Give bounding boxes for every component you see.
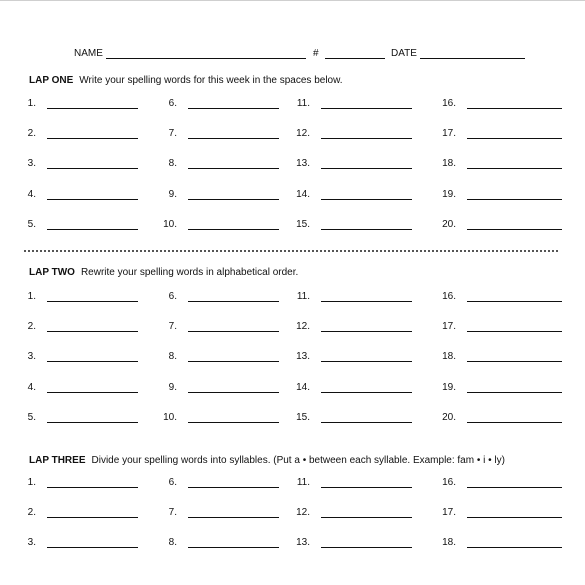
word-blank-line[interactable] [467, 422, 562, 423]
entry-number: 14. [296, 188, 310, 200]
word-blank-line[interactable] [467, 229, 562, 230]
word-blank-line[interactable] [321, 229, 412, 230]
entry-number: 15. [296, 411, 310, 423]
word-blank-line[interactable] [188, 168, 279, 169]
entry-number: 5. [27, 411, 36, 423]
word-blank-line[interactable] [321, 108, 412, 109]
word-blank-line[interactable] [188, 547, 279, 548]
entry-number: 1. [27, 98, 36, 109]
word-blank-line[interactable] [188, 301, 279, 302]
word-blank-line[interactable] [47, 392, 138, 393]
entry-number: 2. [27, 507, 36, 519]
entry-number: 2. [27, 321, 36, 333]
entry-number: 1. [27, 291, 36, 302]
entry-number: 4. [27, 381, 36, 393]
word-blank-line[interactable] [47, 229, 138, 230]
entry-number: 16. [442, 291, 456, 302]
top-border [0, 0, 585, 1]
word-blank-line[interactable] [321, 301, 412, 302]
entry-number: 15. [296, 218, 310, 230]
word-blank-line[interactable] [47, 199, 138, 200]
entry-number: 8. [168, 351, 177, 363]
entry-number: 8. [168, 158, 177, 170]
entry-number: 12. [296, 128, 310, 140]
word-blank-line[interactable] [467, 547, 562, 548]
lap-two-instruction: Rewrite your spelling words in alphabetical order. [80, 267, 299, 278]
entry-number: 6. [168, 98, 177, 109]
word-blank-line[interactable] [467, 392, 562, 393]
entry-number: 10. [163, 218, 177, 230]
entry-number: 17. [442, 321, 456, 333]
entry-number: 5. [27, 218, 36, 230]
lap-one-label: LAP ONE [29, 75, 74, 86]
lap-one-instruction: Write your spelling words for this week in the spaces below. [79, 75, 343, 86]
entry-number: 7. [168, 128, 177, 140]
entry-number: 9. [168, 381, 177, 393]
lap-three-label: LAP THREE [29, 455, 86, 466]
entry-number: 17. [442, 128, 456, 140]
word-blank-line[interactable] [188, 517, 279, 518]
word-blank-line[interactable] [321, 331, 412, 332]
lap-two-title [29, 267, 298, 278]
word-blank-line[interactable] [467, 168, 562, 169]
entry-number: 7. [168, 321, 177, 333]
word-blank-line[interactable] [321, 422, 412, 423]
word-blank-line[interactable] [188, 361, 279, 362]
word-blank-line[interactable] [467, 301, 562, 302]
entry-number: 4. [27, 188, 36, 200]
entry-number: 12. [296, 507, 310, 519]
lap-one-title [29, 75, 343, 86]
word-blank-line[interactable] [47, 517, 138, 518]
entry-number: 14. [296, 381, 310, 393]
word-blank-line[interactable] [467, 199, 562, 200]
entry-number: 13. [296, 537, 310, 549]
entry-number: 7. [168, 507, 177, 519]
word-blank-line[interactable] [467, 361, 562, 362]
word-blank-line[interactable] [47, 301, 138, 302]
word-blank-line[interactable] [47, 168, 138, 169]
word-blank-line[interactable] [188, 138, 279, 139]
word-blank-line[interactable] [188, 331, 279, 332]
entry-number: 9. [168, 188, 177, 200]
entry-number: 18. [442, 351, 456, 363]
entry-number: 16. [442, 477, 456, 488]
word-blank-line[interactable] [47, 422, 138, 423]
word-blank-line[interactable] [467, 108, 562, 109]
word-blank-line[interactable] [47, 138, 138, 139]
word-blank-line[interactable] [321, 547, 412, 548]
date-field[interactable] [420, 58, 525, 59]
entry-number: 20. [442, 411, 456, 423]
entry-number: 3. [27, 351, 36, 363]
word-blank-line[interactable] [321, 138, 412, 139]
word-blank-line[interactable] [467, 487, 562, 488]
name-label: NAME [74, 48, 103, 59]
word-blank-line[interactable] [188, 487, 279, 488]
entry-number: 11. [296, 291, 310, 302]
entry-number: 1. [27, 477, 36, 488]
entry-number: 11. [296, 477, 310, 488]
word-blank-line[interactable] [47, 487, 138, 488]
lap-three-title [29, 455, 505, 466]
word-blank-line[interactable] [467, 517, 562, 518]
entry-number: 20. [442, 218, 456, 230]
entry-number: 13. [296, 351, 310, 363]
entry-number: 3. [27, 158, 36, 170]
entry-number: 3. [27, 537, 36, 549]
date-label: DATE [391, 48, 417, 59]
entry-number: 18. [442, 537, 456, 549]
lap-three-instruction: Divide your spelling words into syllables. (Put a • between each syllable. Example: fam • i • ly) [91, 455, 505, 466]
entry-number: 19. [442, 188, 456, 200]
word-blank-line[interactable] [321, 168, 412, 169]
word-blank-line[interactable] [47, 331, 138, 332]
entry-number: 8. [168, 537, 177, 549]
word-blank-line[interactable] [188, 392, 279, 393]
entry-number: 11. [296, 98, 310, 109]
word-blank-line[interactable] [47, 547, 138, 548]
word-blank-line[interactable] [188, 108, 279, 109]
word-blank-line[interactable] [467, 138, 562, 139]
word-blank-line[interactable] [321, 487, 412, 488]
word-blank-line[interactable] [47, 108, 138, 109]
section-divider [24, 250, 558, 252]
word-blank-line[interactable] [321, 392, 412, 393]
name-field[interactable] [106, 58, 306, 59]
word-blank-line[interactable] [321, 517, 412, 518]
word-blank-line[interactable] [188, 422, 279, 423]
entry-number: 19. [442, 381, 456, 393]
entry-number: 10. [163, 411, 177, 423]
worksheet-header [0, 46, 585, 62]
word-blank-line[interactable] [321, 199, 412, 200]
entry-number: 6. [168, 291, 177, 302]
entry-number: 6. [168, 477, 177, 488]
lap-two-label: LAP TWO [29, 267, 75, 278]
entry-number: 18. [442, 158, 456, 170]
number-label: # [313, 48, 319, 59]
entry-number: 17. [442, 507, 456, 519]
entry-number: 13. [296, 158, 310, 170]
word-blank-line[interactable] [188, 229, 279, 230]
word-blank-line[interactable] [47, 361, 138, 362]
entry-number: 2. [27, 128, 36, 140]
number-field[interactable] [325, 58, 385, 59]
word-blank-line[interactable] [321, 361, 412, 362]
word-blank-line[interactable] [188, 199, 279, 200]
word-blank-line[interactable] [467, 331, 562, 332]
entry-number: 12. [296, 321, 310, 333]
entry-number: 16. [442, 98, 456, 109]
